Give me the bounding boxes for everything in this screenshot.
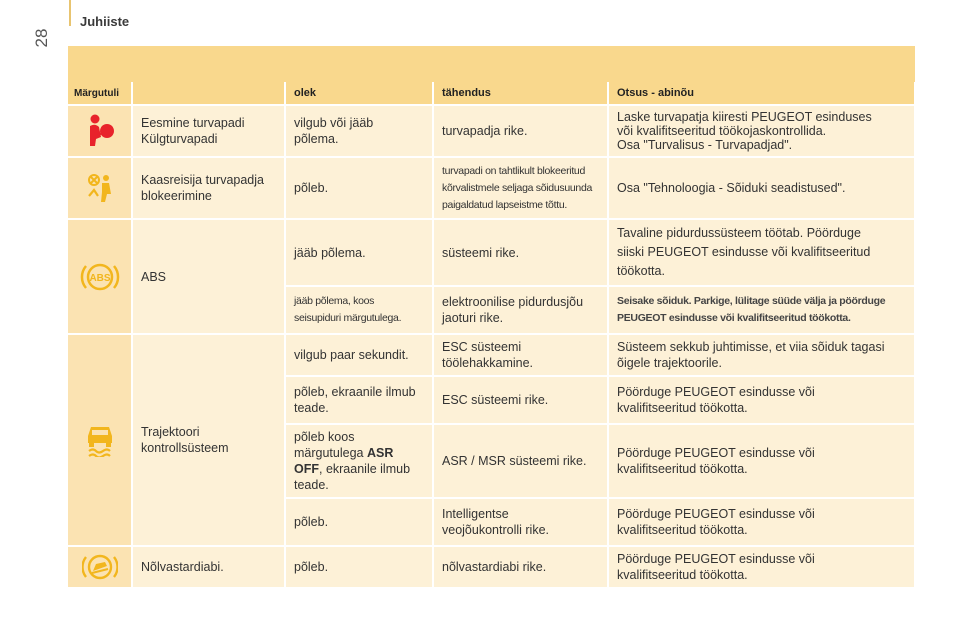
table-header-row (68, 82, 915, 105)
esc-skid-icon (85, 423, 115, 457)
abs-state-2: jääb põlema, koos seisupiduri märgutulega. (285, 286, 433, 334)
passenger-icon-cell (68, 157, 132, 219)
esc-name: Trajektoori kontrollsüsteem (132, 334, 285, 546)
abs-name: ABS (132, 219, 285, 334)
table-row (68, 219, 915, 286)
abs-meaning-2: elektroonilise pidurdusjõu jaoturi rike. (433, 286, 608, 334)
esc-action-4: Pöörduge PEUGEOT esindusse või kvalifitseeritud töökotta. (608, 498, 915, 546)
header-meaning: tähendus (433, 82, 608, 105)
table-row (68, 157, 915, 219)
header-light: Märgutuli (68, 82, 132, 105)
passenger-airbag-off-icon (84, 172, 116, 204)
hill-descent-icon (82, 550, 118, 584)
esc-action-1: Süsteem sekkub juhtimisse, et viia sõiduk tagasi õigele trajektoorile. (608, 334, 915, 376)
esc-meaning-2: ESC süsteemi rike. (433, 376, 608, 424)
table-row (68, 334, 915, 376)
table-row (68, 105, 915, 157)
esc-state-1: vilgub paar sekundit. (285, 334, 433, 376)
hill-state: põleb. (285, 546, 433, 588)
header-band (68, 46, 915, 82)
passenger-state: põleb. (285, 157, 433, 219)
passenger-meaning: turvapadi on tahtlikult blokeeritud kõrvalistmele seljaga sõidusuunda paigaldatud lapseistme tõttu. (433, 157, 608, 219)
airbag-action: Laske turvapatja kiiresti PEUGEOT esinduses või kvalifitseeritud töökojaskontrollida. Osa "Turvalisus - Turvapadjad". (608, 105, 915, 157)
abs-warning-icon (80, 257, 120, 297)
header-action: Otsus - abinõu (608, 82, 915, 105)
esc-meaning-3: ASR / MSR süsteemi rike. (433, 424, 608, 498)
svg-text:ABS: ABS (88, 272, 111, 284)
esc-state-3 (285, 424, 433, 498)
passenger-action: Osa "Tehnoloogia - Sõiduki seadistused". (608, 157, 915, 219)
section-marker-bar (69, 0, 71, 26)
airbag-state: vilgub või jääb põlema. (285, 105, 433, 157)
esc-icon-cell (68, 334, 132, 546)
warning-lights-table (68, 82, 916, 589)
hill-action: Pöörduge PEUGEOT esindusse või kvalifitseeritud töökotta. (608, 546, 915, 588)
airbag-name: Eesmine turvapadi Külgturvapadi (132, 105, 285, 157)
airbag-warning-icon (84, 113, 116, 149)
abs-action-2: Seisake sõiduk. Parkige, lülitage süüde välja ja pöörduge PEUGEOT esindusse või kvalifitseeritud töökotta. (608, 286, 915, 334)
esc-state-4: põleb. (285, 498, 433, 546)
abs-action-1: Tavaline pidurdussüsteem töötab. Pöörduge siiski PEUGEOT esindusse või kvalifitseeritud töökotta. (608, 219, 915, 286)
airbag-meaning: turvapadja rike. (433, 105, 608, 157)
table-row (68, 546, 915, 588)
esc-meaning-1: ESC süsteemi töölehakkamine. (433, 334, 608, 376)
esc-action-3: Pöörduge PEUGEOT esindusse või kvalifitseeritud töökotta. (608, 424, 915, 498)
esc-state-3-post: , ekraanile ilmub teade. (294, 462, 411, 492)
esc-state-3-off: OFF (294, 462, 319, 476)
esc-action-2: Pöörduge PEUGEOT esindusse või kvalifitseeritud töökotta. (608, 376, 915, 424)
hill-icon-cell (68, 546, 132, 588)
passenger-name: Kaasreisija turvapadja blokeerimine (132, 157, 285, 219)
abs-meaning-1: süsteemi rike. (433, 219, 608, 286)
abs-state-1: jääb põlema. (285, 219, 433, 286)
header-blank (132, 82, 285, 105)
abs-icon-cell (68, 219, 132, 334)
section-title: Juhiiste (80, 14, 130, 29)
airbag-icon-cell (68, 105, 132, 157)
esc-state-3-pre: põleb koos märgutulega (294, 430, 364, 460)
header-state: olek (285, 82, 433, 105)
esc-state-2: põleb, ekraanile ilmub teade. (285, 376, 433, 424)
esc-meaning-4: Intelligentse veojõukontrolli rike. (433, 498, 608, 546)
esc-state-3-asr: ASR (366, 446, 394, 460)
page-number: 28 (32, 28, 51, 48)
hill-name: Nõlvastardiabi. (132, 546, 285, 588)
hill-meaning: nõlvastardiabi rike. (433, 546, 608, 588)
